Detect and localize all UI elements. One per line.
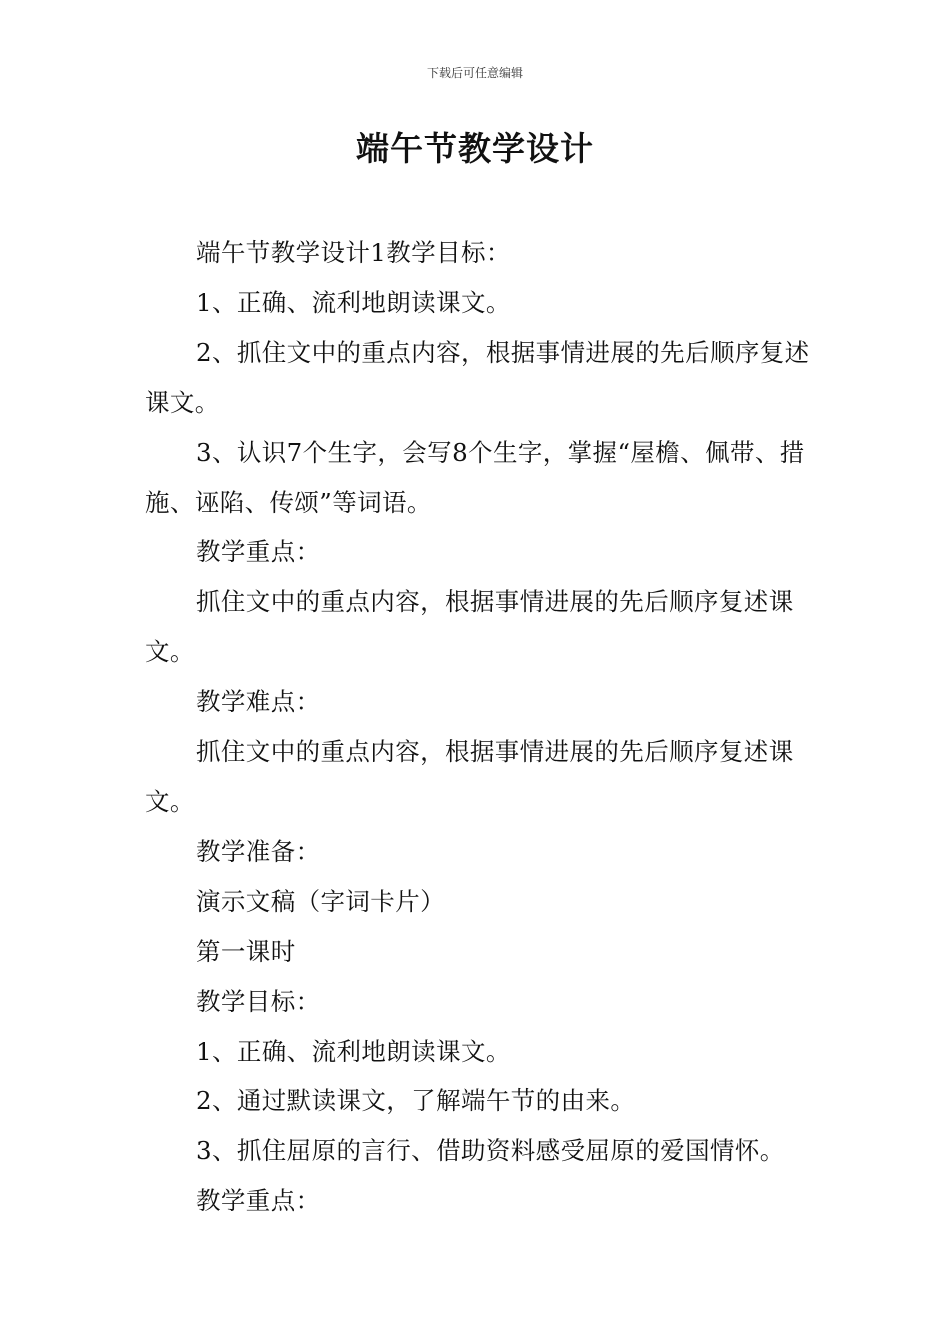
paragraph-lesson-objective-2: 2、通过默读课文，了解端午节的由来。 [196, 1086, 636, 1116]
paragraph-lesson-objective-1: 1、正确、流利地朗读课文。 [196, 1036, 511, 1066]
paragraph-preparation: 演示文稿（字词卡片） [196, 886, 445, 916]
heading-lesson-key-points: 教学重点： [196, 1186, 321, 1216]
paragraph-intro-objectives: 端午节教学设计1教学目标： [196, 238, 511, 267]
paragraph-objective-3: 3、认识7个生字，会写8个生字，掌握“屋檐、佩带、措施、诬陷、传颂”等词语。 [145, 437, 805, 517]
paragraph-lesson-objective-3: 3、抓住屈原的言行、借助资料感受屈原的爱国情怀。 [196, 1136, 785, 1166]
paragraph-difficulties: 抓住文中的重点内容，根据事情进展的先后顺序复述课文。 [145, 737, 794, 816]
document-body [145, 228, 831, 1226]
heading-lesson-objectives: 教学目标： [196, 986, 321, 1016]
paragraph-objective-1: 1、正确、流利地朗读课文。 [196, 287, 511, 317]
header-note: 下载后可任意编辑 [426, 66, 523, 80]
paragraph-objective-2: 2、抓住文中的重点内容，根据事情进展的先后顺序复述课文。 [145, 337, 810, 417]
heading-first-lesson: 第一课时 [196, 936, 296, 966]
heading-preparation: 教学准备： [196, 836, 321, 866]
heading-difficulties: 教学难点： [196, 687, 321, 717]
paragraph-key-points: 抓住文中的重点内容，根据事情进展的先后顺序复述课文。 [145, 587, 794, 667]
heading-key-points: 教学重点： [196, 537, 321, 567]
document-title: 端午节教学设计 [356, 129, 594, 168]
